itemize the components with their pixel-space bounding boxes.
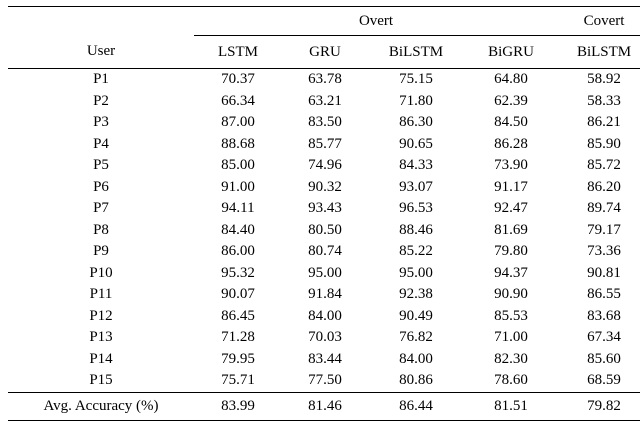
- cell-gru: 70.03: [308, 329, 342, 346]
- cell-lstm: 86.00: [221, 243, 255, 260]
- cell-bigru: 92.47: [494, 200, 528, 217]
- cell-covert: 85.90: [587, 135, 621, 152]
- cell-bilstm: 84.33: [399, 157, 433, 174]
- group-header-covert: Covert: [558, 7, 640, 36]
- cell-gru: 90.32: [308, 178, 342, 195]
- cell-gru: 85.77: [308, 135, 342, 152]
- group-header-blank: [8, 7, 194, 36]
- summary-gru: 81.46: [282, 392, 368, 420]
- cell-bigru: 62.39: [494, 92, 528, 109]
- cell-covert: 86.21: [587, 114, 621, 131]
- cell-covert: 85.72: [587, 157, 621, 174]
- column-header-bigru: BiGRU: [488, 43, 534, 60]
- cell-covert: 58.33: [587, 92, 621, 109]
- column-header-gru: GRU: [309, 43, 341, 60]
- cell-bigru: 90.90: [494, 286, 528, 303]
- cell-lstm: 88.68: [221, 135, 255, 152]
- cell-covert: 89.74: [587, 200, 621, 217]
- cell-lstm: 79.95: [221, 350, 255, 367]
- cell-user: P2: [93, 92, 109, 109]
- cell-user: P5: [93, 157, 109, 174]
- cell-gru: 74.96: [308, 157, 342, 174]
- cell-bigru: 91.17: [494, 178, 528, 195]
- cell-gru: 80.74: [308, 243, 342, 260]
- cell-user: P4: [93, 135, 109, 152]
- cell-bigru: 84.50: [494, 114, 528, 131]
- cell-lstm: 86.45: [221, 307, 255, 324]
- table-row: [8, 241, 640, 263]
- cell-bigru: 71.00: [494, 329, 528, 346]
- cell-bigru: 73.90: [494, 157, 528, 174]
- table-row: [8, 306, 640, 328]
- cell-bilstm: 75.15: [368, 69, 464, 91]
- cell-bigru: 79.80: [494, 243, 528, 260]
- cell-bigru: 82.30: [494, 350, 528, 367]
- cell-bilstm: 95.00: [399, 264, 433, 281]
- cell-bigru: 86.28: [494, 135, 528, 152]
- cell-bigru: 94.37: [494, 264, 528, 281]
- cell-gru: 95.00: [308, 264, 342, 281]
- group-header-overt: Overt: [194, 7, 558, 36]
- cell-bigru: 85.53: [494, 307, 528, 324]
- summary-covert: 79.82: [558, 392, 640, 420]
- summary-label: Avg. Accuracy (%): [8, 392, 194, 420]
- cell-lstm: 91.00: [221, 178, 255, 195]
- cell-lstm: 94.11: [221, 200, 255, 217]
- cell-gru: 63.21: [308, 92, 342, 109]
- results-table: [8, 6, 640, 421]
- table-row: [8, 177, 640, 199]
- group-header-row: [8, 7, 640, 36]
- cell-covert: 68.59: [587, 372, 621, 389]
- cell-gru: 77.50: [308, 372, 342, 389]
- cell-lstm: 66.34: [221, 92, 255, 109]
- cell-bilstm: 71.80: [399, 92, 433, 109]
- cell-covert: 86.55: [587, 286, 621, 303]
- table-row: [8, 112, 640, 134]
- cell-covert: 79.17: [587, 221, 621, 238]
- table-row: [8, 91, 640, 113]
- cell-user: P12: [89, 307, 113, 324]
- table-row: [8, 134, 640, 156]
- column-header-lstm: LSTM: [217, 43, 258, 60]
- cell-bilstm: 93.07: [399, 178, 433, 195]
- cell-bigru: 81.69: [494, 221, 528, 238]
- cell-bigru: 64.80: [464, 69, 558, 91]
- cell-lstm: 85.00: [221, 157, 255, 174]
- cell-bilstm: 80.86: [399, 372, 433, 389]
- cell-gru: 91.84: [308, 286, 342, 303]
- cell-covert: 67.34: [587, 329, 621, 346]
- table-row: [8, 284, 640, 306]
- table-row: [8, 220, 640, 242]
- cell-gru: 84.00: [308, 307, 342, 324]
- cell-bilstm: 86.30: [399, 114, 433, 131]
- cell-gru: 93.43: [308, 200, 342, 217]
- cell-bilstm: 96.53: [399, 200, 433, 217]
- cell-user: P1: [8, 69, 194, 91]
- cell-bilstm: 76.82: [399, 329, 433, 346]
- cell-gru: 63.78: [282, 69, 368, 91]
- column-header-user: User: [86, 43, 116, 60]
- cell-covert: 58.92: [558, 69, 640, 91]
- cell-covert: 83.68: [587, 307, 621, 324]
- cell-lstm: 87.00: [221, 114, 255, 131]
- table-row: [8, 370, 640, 392]
- cell-user: P8: [93, 221, 109, 238]
- table-row: [8, 69, 640, 91]
- cell-user: P13: [89, 329, 113, 346]
- cell-user: P3: [93, 114, 109, 131]
- cell-bigru: 78.60: [494, 372, 528, 389]
- column-header-row: [8, 36, 640, 69]
- cell-user: P15: [89, 372, 113, 389]
- cell-user: P11: [89, 286, 113, 303]
- cell-user: P9: [93, 243, 109, 260]
- column-header-covert: BiLSTM: [576, 43, 632, 60]
- cell-covert: 90.81: [587, 264, 621, 281]
- cell-lstm: 75.71: [221, 372, 255, 389]
- summary-row: [8, 392, 640, 420]
- cell-user: P14: [89, 350, 113, 367]
- cell-user: P7: [93, 200, 109, 217]
- cell-lstm: 71.28: [221, 329, 255, 346]
- cell-bilstm: 85.22: [399, 243, 433, 260]
- cell-bilstm: 90.49: [399, 307, 433, 324]
- cell-bilstm: 88.46: [399, 221, 433, 238]
- summary-lstm: 83.99: [194, 392, 282, 420]
- cell-bilstm: 90.65: [399, 135, 433, 152]
- cell-user: P6: [93, 178, 109, 195]
- cell-covert: 86.20: [587, 178, 621, 195]
- cell-gru: 80.50: [308, 221, 342, 238]
- table-row: [8, 349, 640, 371]
- cell-covert: 73.36: [587, 243, 621, 260]
- cell-lstm: 95.32: [221, 264, 255, 281]
- cell-bilstm: 84.00: [399, 350, 433, 367]
- table-row: [8, 327, 640, 349]
- summary-bigru: 81.51: [464, 392, 558, 420]
- summary-bilstm: 86.44: [368, 392, 464, 420]
- table-row: [8, 198, 640, 220]
- cell-gru: 83.44: [308, 350, 342, 367]
- cell-lstm: 70.37: [194, 69, 282, 91]
- cell-user: P10: [89, 264, 113, 281]
- cell-lstm: 84.40: [221, 221, 255, 238]
- column-header-bilstm: BiLSTM: [388, 43, 444, 60]
- table-row: [8, 263, 640, 285]
- table-row: [8, 155, 640, 177]
- cell-gru: 83.50: [308, 114, 342, 131]
- cell-bilstm: 92.38: [399, 286, 433, 303]
- cell-lstm: 90.07: [221, 286, 255, 303]
- cell-covert: 85.60: [587, 350, 621, 367]
